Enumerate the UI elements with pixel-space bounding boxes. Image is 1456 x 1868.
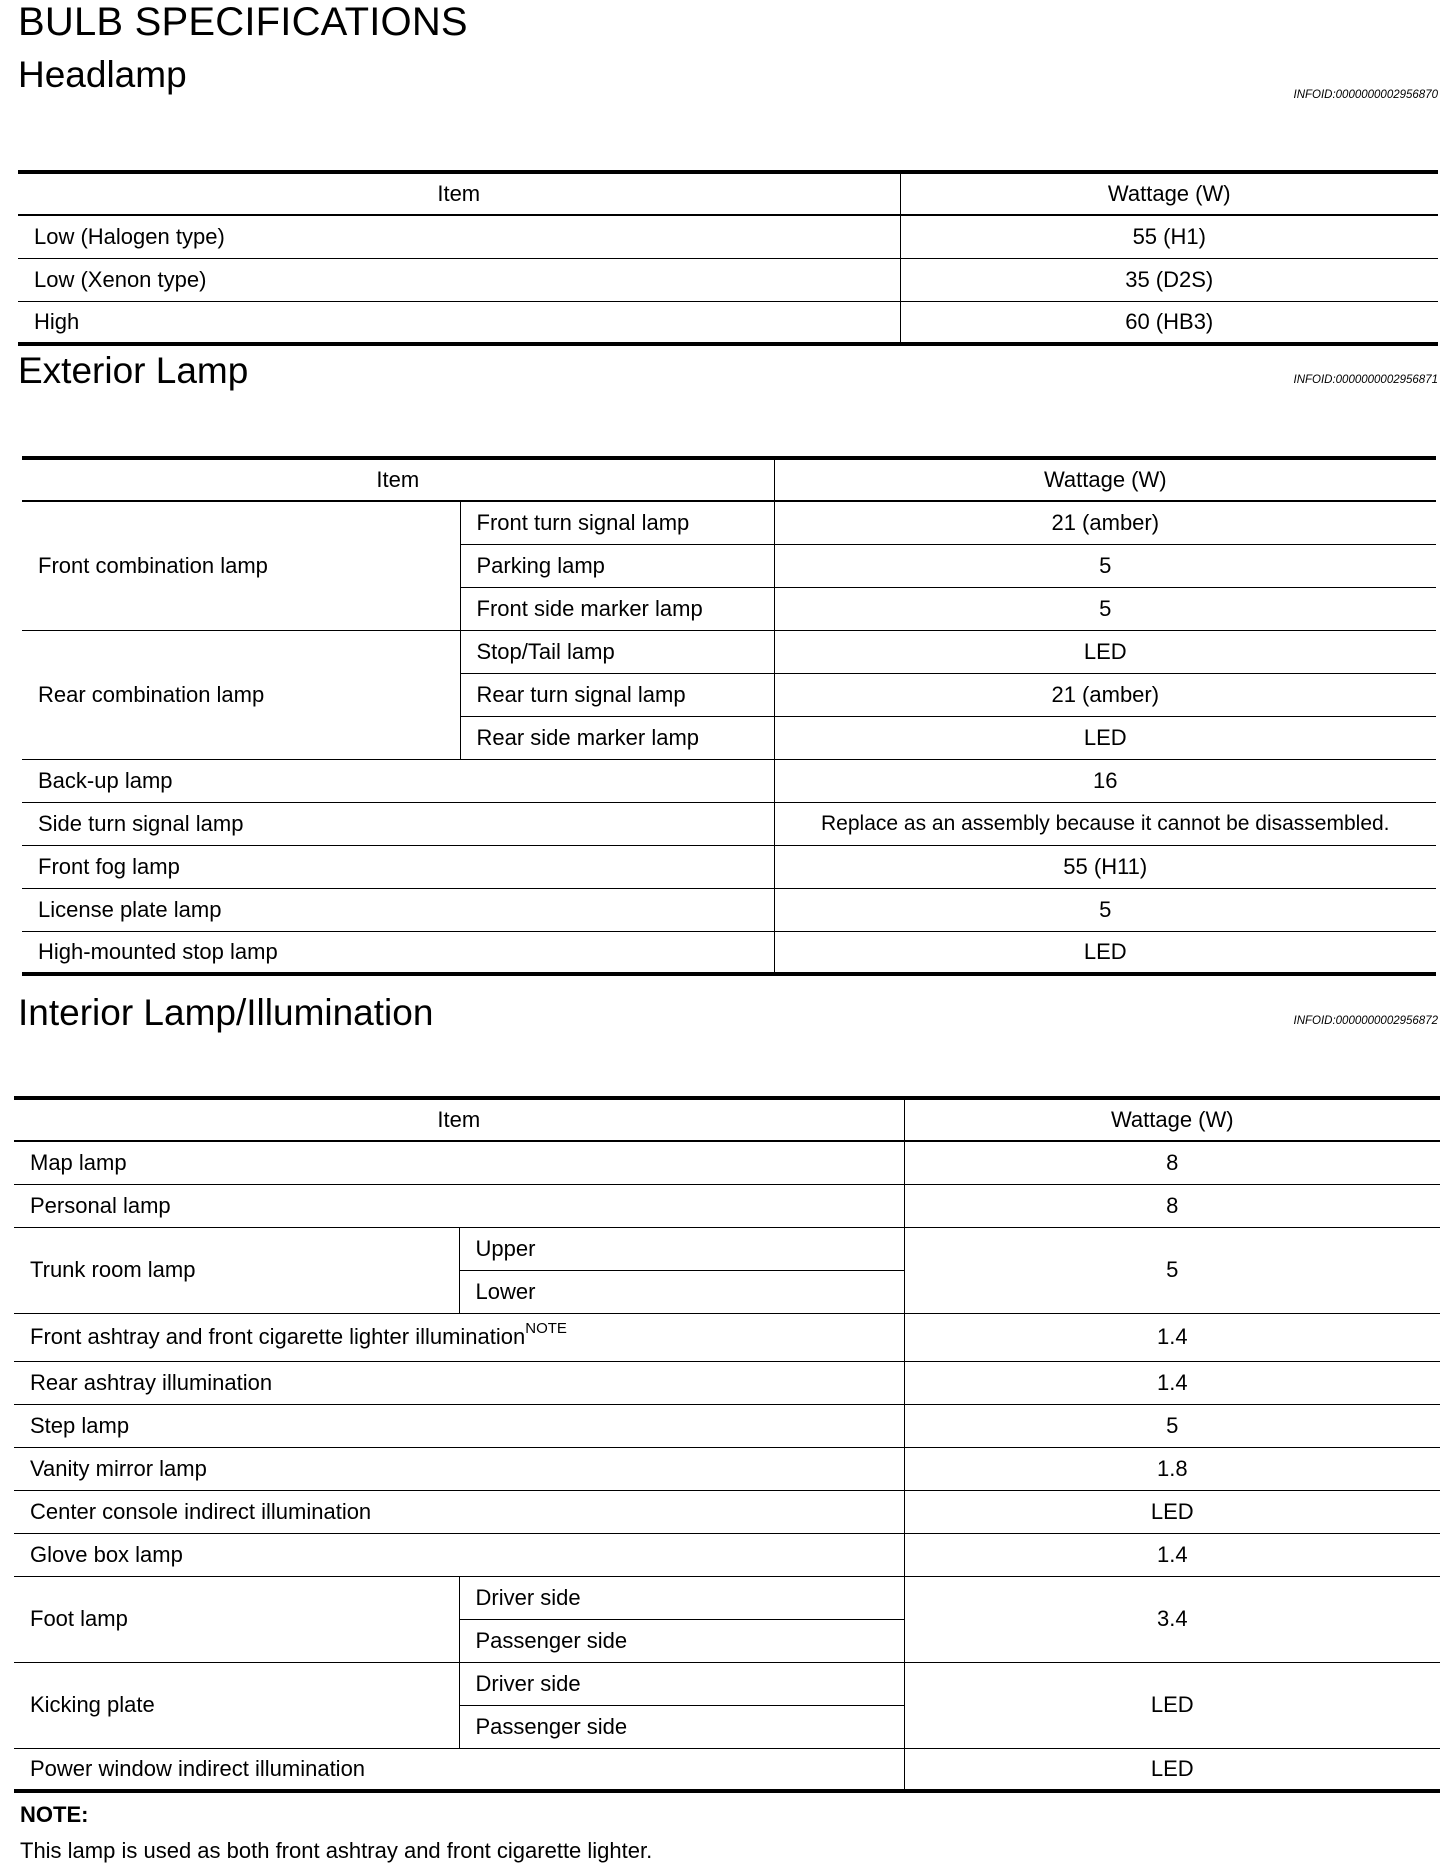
wattage-cell: 1.4 [904, 1361, 1440, 1404]
exterior-heading: Exterior Lamp [18, 350, 249, 391]
wattage-cell: 5 [774, 587, 1436, 630]
item-cell: Front side marker lamp [460, 587, 774, 630]
item-cell: Low (Xenon type) [18, 258, 900, 301]
item-cell: Passenger side [459, 1619, 904, 1662]
table-row [14, 1748, 1440, 1791]
item-cell: Vanity mirror lamp [14, 1447, 904, 1490]
group-cell: Trunk room lamp [14, 1227, 459, 1313]
item-cell: Passenger side [459, 1705, 904, 1748]
note-text: This lamp is used as both front ashtray and front cigarette lighter. [20, 1838, 653, 1863]
col-wattage-header: Wattage (W) [774, 458, 1436, 501]
wattage-cell: LED [774, 630, 1436, 673]
headlamp-infoid: INFOID:0000000002956870 [1293, 89, 1438, 101]
group-cell: Kicking plate [14, 1662, 459, 1748]
item-cell: Driver side [459, 1662, 904, 1705]
table-row [14, 1141, 1440, 1184]
item-cell: Side turn signal lamp [22, 802, 774, 845]
item-cell: License plate lamp [22, 888, 774, 931]
item-cell: Step lamp [14, 1404, 904, 1447]
table-row [22, 888, 1436, 931]
item-cell: Power window indirect illumination [14, 1748, 904, 1791]
wattage-cell: LED [904, 1490, 1440, 1533]
table-row [14, 1662, 1440, 1705]
wattage-cell: 60 (HB3) [900, 301, 1438, 344]
col-wattage-header: Wattage (W) [904, 1098, 1440, 1141]
item-cell: Lower [459, 1270, 904, 1313]
wattage-cell: 5 [774, 888, 1436, 931]
wattage-cell: LED [904, 1662, 1440, 1748]
note-reference: NOTE [525, 1320, 567, 1337]
note-label: NOTE: [20, 1802, 89, 1827]
interior-infoid: INFOID:0000000002956872 [1293, 1015, 1438, 1027]
group-cell: Rear combination lamp [22, 630, 460, 759]
item-cell: Upper [459, 1227, 904, 1270]
wattage-cell: LED [904, 1748, 1440, 1791]
wattage-cell: Replace as an assembly because it cannot be disassembled. [774, 802, 1436, 845]
item-cell: Center console indirect illumination [14, 1490, 904, 1533]
table-row [14, 1576, 1440, 1619]
wattage-cell: 5 [904, 1227, 1440, 1313]
headlamp-heading: Headlamp [18, 54, 187, 95]
table-row [18, 301, 1438, 344]
table-row [14, 1313, 1440, 1361]
wattage-cell: 1.4 [904, 1533, 1440, 1576]
interior-heading: Interior Lamp/Illumination [18, 992, 434, 1033]
item-cell: Rear turn signal lamp [460, 673, 774, 716]
item-cell: Parking lamp [460, 544, 774, 587]
table-row [22, 802, 1436, 845]
table-row [14, 1361, 1440, 1404]
table-row [18, 258, 1438, 301]
item-cell: Rear ashtray illumination [14, 1361, 904, 1404]
table-row [14, 1533, 1440, 1576]
item-cell: Map lamp [14, 1141, 904, 1184]
col-wattage-header: Wattage (W) [900, 172, 1438, 215]
wattage-cell: 8 [904, 1184, 1440, 1227]
item-cell: High [18, 301, 900, 344]
item-cell: Back-up lamp [22, 759, 774, 802]
table-row [14, 1404, 1440, 1447]
item-cell: High-mounted stop lamp [22, 931, 774, 974]
item-cell: Stop/Tail lamp [460, 630, 774, 673]
item-cell: Low (Halogen type) [18, 215, 900, 258]
item-cell: Front turn signal lamp [460, 501, 774, 544]
wattage-cell: 8 [904, 1141, 1440, 1184]
table-row [22, 501, 1436, 544]
wattage-cell: 55 (H11) [774, 845, 1436, 888]
table-row [18, 215, 1438, 258]
table-row [14, 1447, 1440, 1490]
wattage-cell: 16 [774, 759, 1436, 802]
wattage-cell: 5 [774, 544, 1436, 587]
wattage-cell: 55 (H1) [900, 215, 1438, 258]
item-cell: Driver side [459, 1576, 904, 1619]
item-cell: Personal lamp [14, 1184, 904, 1227]
col-item-header: Item [18, 172, 900, 215]
item-cell: Front fog lamp [22, 845, 774, 888]
table-row [22, 931, 1436, 974]
wattage-cell: 35 (D2S) [900, 258, 1438, 301]
group-cell: Front combination lamp [22, 501, 460, 630]
wattage-cell: 21 (amber) [774, 673, 1436, 716]
wattage-cell: 3.4 [904, 1576, 1440, 1662]
exterior-table [22, 456, 1436, 976]
item-cell: Glove box lamp [14, 1533, 904, 1576]
exterior-infoid: INFOID:0000000002956871 [1293, 374, 1438, 386]
wattage-cell: 1.4 [904, 1313, 1440, 1361]
interior-table [14, 1096, 1440, 1793]
wattage-cell: 5 [904, 1404, 1440, 1447]
table-row [14, 1227, 1440, 1270]
group-cell: Foot lamp [14, 1576, 459, 1662]
wattage-cell: LED [774, 716, 1436, 759]
page-title: BULB SPECIFICATIONS [18, 0, 468, 44]
wattage-cell: LED [774, 931, 1436, 974]
col-item-header: Item [14, 1098, 904, 1141]
col-item-header: Item [22, 458, 774, 501]
wattage-cell: 21 (amber) [774, 501, 1436, 544]
item-cell: Rear side marker lamp [460, 716, 774, 759]
table-row [22, 630, 1436, 673]
table-row [14, 1490, 1440, 1533]
wattage-cell: 1.8 [904, 1447, 1440, 1490]
headlamp-table [18, 170, 1438, 346]
table-row [22, 845, 1436, 888]
item-text: Front ashtray and front cigarette lighter illumination [30, 1324, 526, 1349]
item-cell [14, 1313, 904, 1361]
table-row [14, 1184, 1440, 1227]
table-row [22, 759, 1436, 802]
